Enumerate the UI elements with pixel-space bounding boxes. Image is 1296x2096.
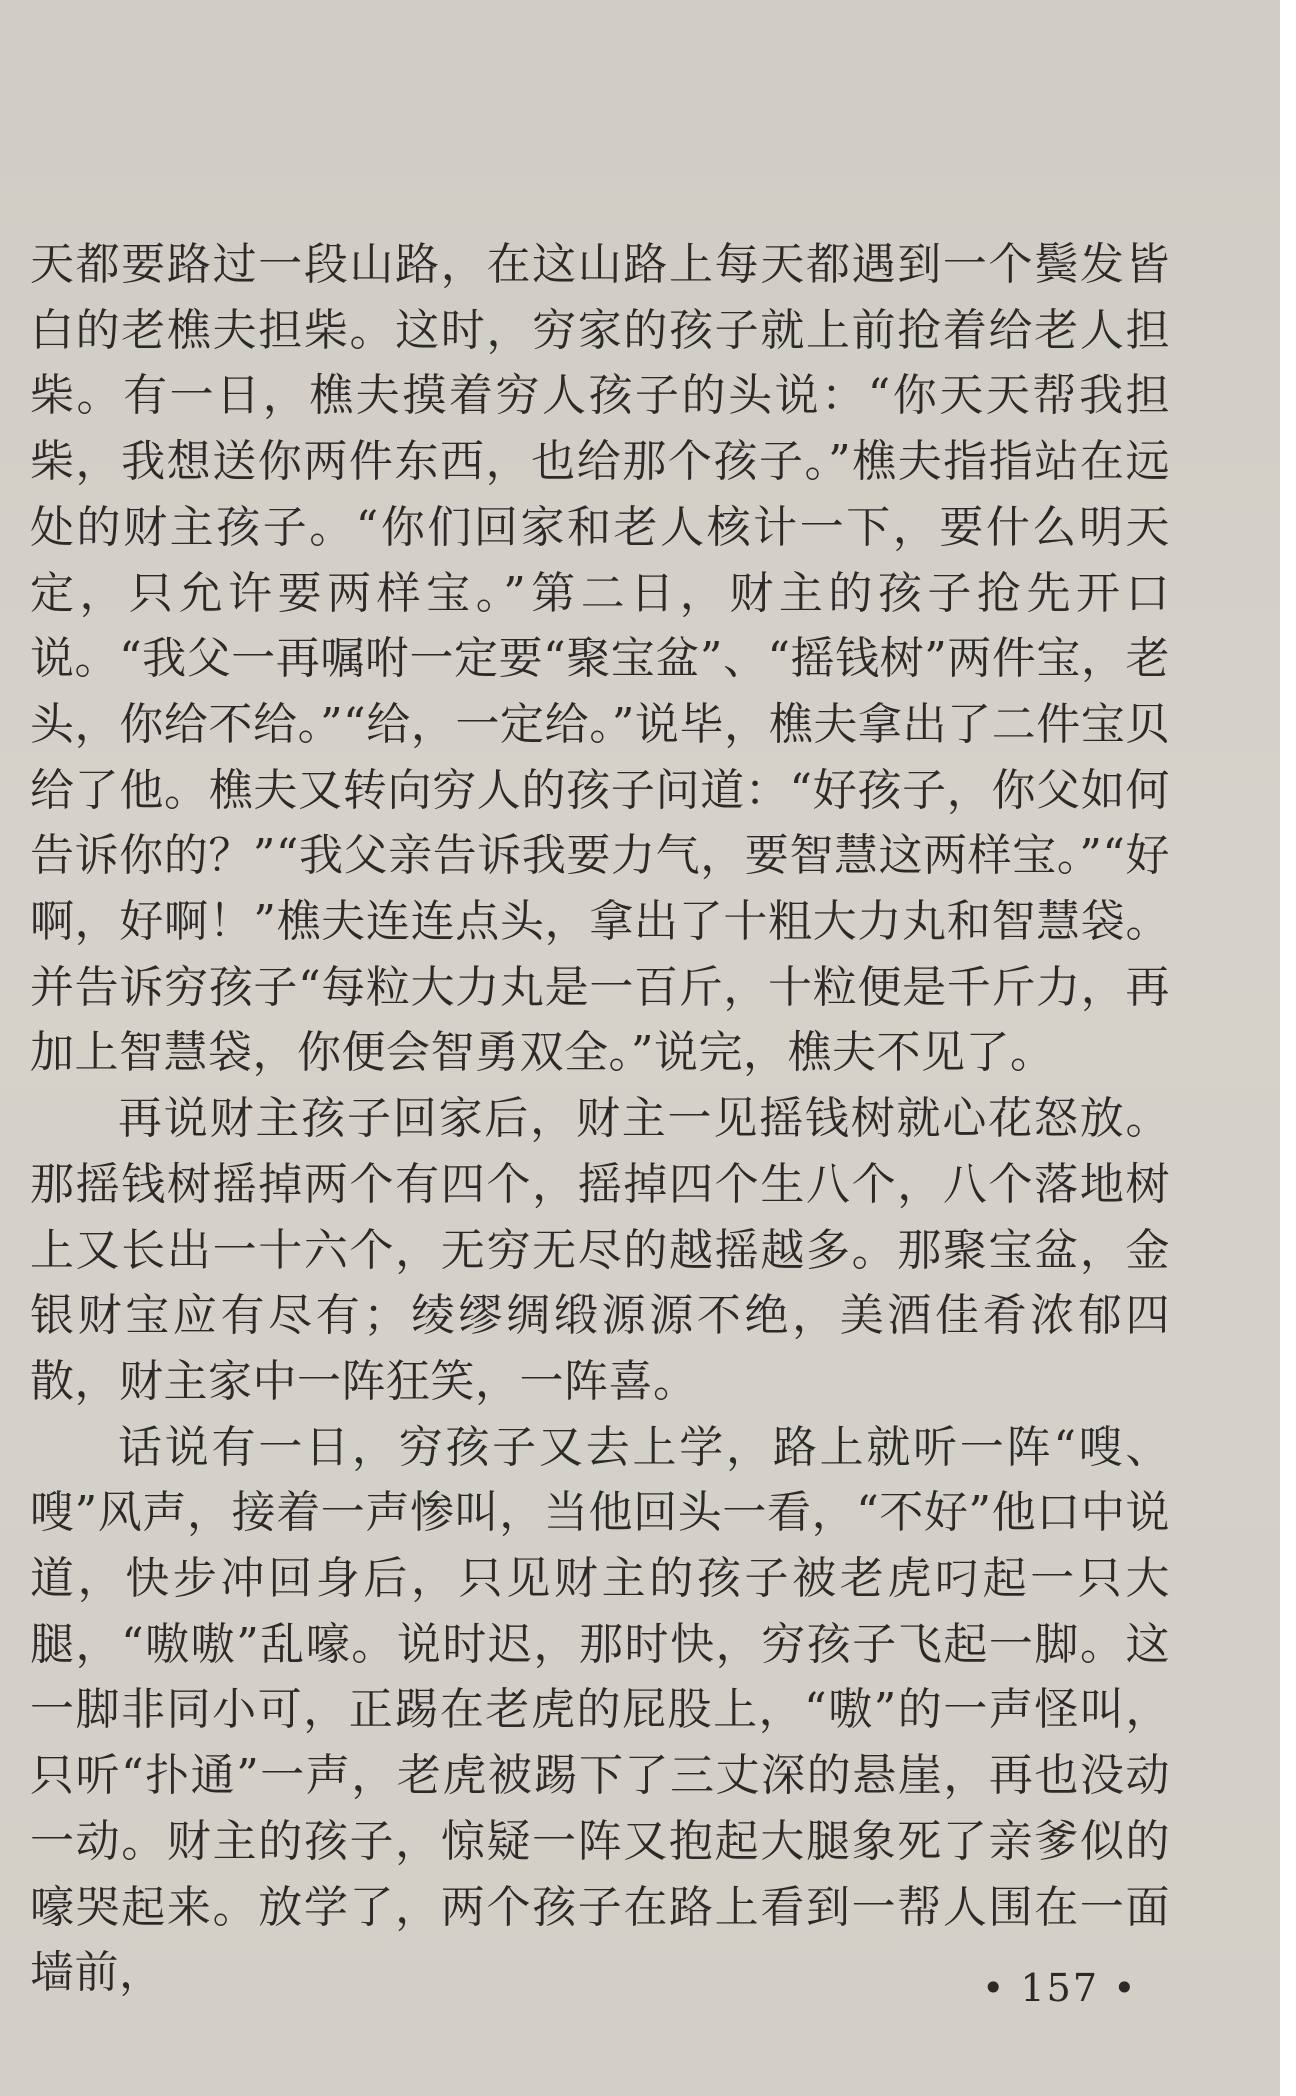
paragraph-1: 天都要路过一段山路，在这山路上每天都遇到一个鬓发皆白的老樵夫担柴。这时，穷家的孩子就上前抢着给老人担柴。有一日，樵夫摸着穷人孩子的头说：“你天天帮我担柴，我想送你两件东西，也给那个孩子。”樵夫指指站在远处的财主孩子。“你们回家和老人核计一下，要什么明天定，只允许要两样宝。”第二日，财主的孩子抢先开口说。“我父一再嘱咐一定要“聚宝盆”、“摇钱树”两件宝，老头，你给不给。”“给，一定给。”说毕，樵夫拿出了二件宝贝给了他。樵夫又转向穷人的孩子问道：“好孩子，你父如何告诉你的？”“我父亲告诉我要力气，要智慧这两样宝。”“好啊，好啊！”樵夫连连点头，拿出了十粗大力丸和智慧袋。并告诉穷孩子“每粒大力丸是一百斤，十粒便是千斤力，再加上智慧袋，你便会智勇双全。”说完，樵夫不见了。 (30, 239, 1170, 1079)
paragraph-2: 再说财主孩子回家后，财主一见摇钱树就心花怒放。那摇钱树摇掉两个有四个，摇掉四个生八个，八个落地树上又长出一十六个，无穷无尽的越摇越多。那聚宝盆，金银财宝应有尽有；绫缪绸缎源源不绝，美酒佳肴浓郁四散，财主家中一阵狂笑，一阵喜。 (30, 1093, 1170, 1407)
page-number: • 157 • (982, 1966, 1138, 2010)
paragraph-3: 话说有一日，穷孩子又去上学，路上就听一阵“嗖、嗖”风声，接着一声惨叫，当他回头一看，“不好”他口中说道，快步冲回身后，只见财主的孩子被老虎叼起一只大腿，“嗷嗷”乱嚎。说时迟，那时快，穷孩子飞起一脚。这一脚非同小可，正踢在老虎的屁股上，“嗷”的一声怪叫，只听“扑通”一声，老虎被踢下了三丈深的悬崖，再也没动一动。财主的孩子，惊疑一阵又抱起大腿象死了亲爹似的嚎哭起来。放学了，两个孩子在路上看到一帮人围在一面墙前， (30, 1421, 1170, 1999)
page-edge (1280, 0, 1296, 2096)
body-text (30, 232, 1170, 2006)
